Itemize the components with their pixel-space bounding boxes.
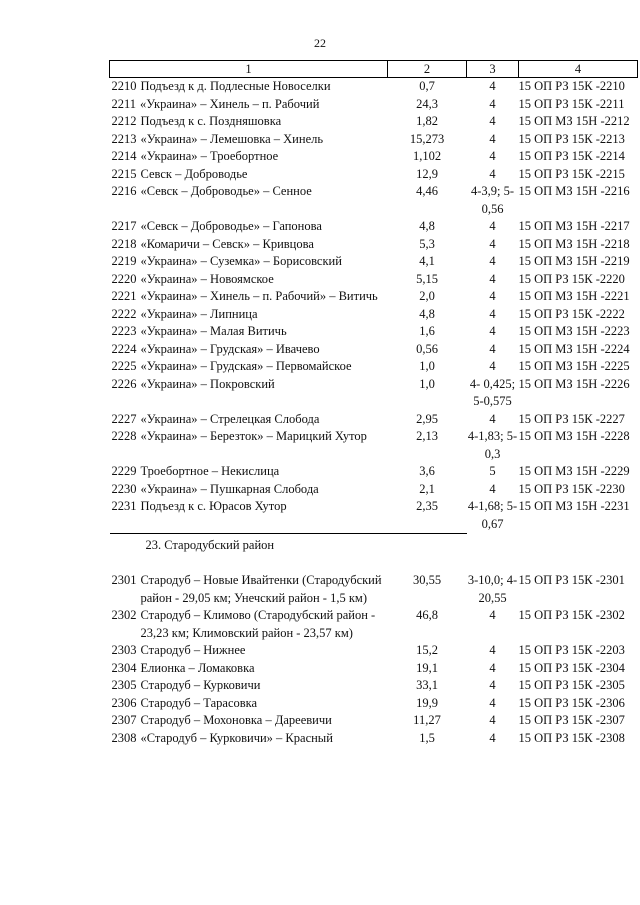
road-name: Севск – Доброводье	[140, 166, 248, 181]
road-name: «Украина» – Пушкарная Слобода	[140, 481, 319, 496]
road-name: Стародуб – Нижнее	[140, 643, 246, 657]
road-name: «Комаричи – Севск» – Кривцова	[140, 236, 314, 251]
road-code: 15 ОП РЗ 15К -2220	[518, 271, 625, 286]
column-header-2: 2	[388, 61, 467, 78]
table-row	[110, 572, 638, 607]
road-id: 2226	[111, 376, 137, 391]
road-id: 2215	[111, 166, 137, 181]
road-name: «Украина» – Покровский	[140, 376, 275, 391]
road-name: «Украина» – Новоямское	[140, 271, 274, 286]
road-name: «Севск – Доброводье» – Гапонова	[140, 219, 322, 233]
road-cell	[110, 218, 388, 236]
table-row	[110, 428, 638, 463]
road-cell	[110, 341, 388, 359]
table-row	[110, 341, 638, 359]
road-category: 4	[489, 254, 496, 268]
road-category: 4	[489, 96, 496, 111]
road-code: 15 ОП РЗ 15К -2215	[518, 166, 625, 181]
road-category: 4	[489, 166, 496, 181]
road-category: 4	[489, 730, 496, 745]
road-code: 15 ОП МЗ 15Н -2224	[518, 341, 630, 356]
road-length: 0,7	[419, 79, 435, 93]
road-category: 4	[489, 306, 496, 321]
road-cell	[110, 323, 388, 341]
road-name: «Украина» – Малая Витичь	[140, 324, 287, 338]
road-id: 2214	[111, 149, 137, 163]
road-code: 15 ОП РЗ 15К -2306	[518, 695, 625, 710]
table-row	[110, 113, 638, 131]
table-row	[110, 498, 638, 533]
road-category: 4	[489, 359, 496, 373]
column-header-3: 3	[467, 61, 519, 78]
table-row	[110, 358, 638, 376]
road-length: 4,1	[419, 254, 435, 268]
road-category: 4-3,9; 5-0,56	[470, 184, 515, 216]
road-id: 2302	[111, 608, 137, 622]
road-code: 15 ОП МЗ 15Н -2226	[518, 376, 630, 391]
road-name: «Украина» – Стрелецкая Слобода	[140, 411, 320, 426]
road-length: 19,9	[416, 695, 438, 710]
road-id: 2218	[111, 236, 137, 251]
road-length: 1,0	[419, 359, 435, 373]
road-code: 15 ОП РЗ 15К -2214	[518, 149, 625, 163]
road-length: 1,5	[419, 730, 435, 745]
road-code: 15 ОП РЗ 15К -2308	[518, 730, 625, 745]
road-cell	[110, 428, 388, 463]
table-row	[110, 253, 638, 271]
road-id: 2301	[111, 573, 137, 587]
section-spacer	[110, 554, 638, 572]
road-name: «Украина» – Хинель – п. Рабочий» – Витичь	[140, 289, 378, 303]
road-cell	[110, 253, 388, 271]
road-id: 2219	[111, 254, 137, 268]
road-id: 2229	[111, 464, 137, 478]
road-cell	[110, 695, 388, 713]
road-name: Подъезд к с. Поздняшовка	[140, 114, 282, 128]
road-cell	[110, 712, 388, 730]
road-name: «Украина» – Лемешовка – Хинель	[140, 131, 324, 146]
road-category: 4	[489, 660, 496, 675]
road-id: 2210	[111, 79, 137, 93]
road-id: 2228	[111, 429, 137, 443]
section-header-row	[110, 533, 638, 554]
road-category: 4	[489, 289, 496, 303]
road-name: «Украина» – Березток» – Марицкий Хутор	[140, 429, 367, 443]
road-length: 1,0	[419, 376, 435, 391]
road-cell	[110, 148, 388, 166]
road-name: «Стародуб – Курковичи» – Красный	[140, 730, 333, 745]
road-code: 15 ОП РЗ 15К -2203	[518, 643, 625, 657]
road-category: 4-1,83; 5-0,3	[467, 429, 518, 461]
road-id: 2213	[111, 131, 137, 146]
table-row	[110, 183, 638, 218]
section-title: 23. Стародубский район	[110, 533, 467, 554]
table-row	[110, 218, 638, 236]
table-body-group-22	[110, 78, 638, 534]
road-id: 2227	[111, 411, 137, 426]
road-name: Троебортное – Некислица	[140, 464, 280, 478]
road-id: 2304	[111, 660, 137, 675]
road-length: 15,273	[409, 131, 445, 146]
road-code: 15 ОП РЗ 15К -2302	[518, 608, 625, 622]
road-length: 3,6	[419, 464, 435, 478]
table-row	[110, 695, 638, 713]
table-header-row	[110, 61, 638, 78]
road-length: 2,1	[419, 481, 435, 496]
road-category: 4-1,68; 5-0,67	[467, 499, 518, 531]
road-cell	[110, 78, 388, 96]
road-category: 4	[489, 324, 496, 338]
road-length: 1,6	[419, 324, 435, 338]
road-code: 15 ОП МЗ 15Н -2229	[518, 464, 630, 478]
road-category: 4	[489, 271, 496, 286]
road-cell	[110, 677, 388, 695]
road-name: Стародуб – Мохоновка – Дареевичи	[140, 713, 332, 727]
road-length: 2,95	[416, 411, 438, 426]
road-id: 2225	[111, 359, 137, 373]
road-length: 2,13	[416, 429, 438, 443]
table-row	[110, 376, 638, 411]
road-code: 15 ОП РЗ 15К -2305	[518, 678, 625, 692]
road-length: 1,82	[416, 114, 438, 128]
road-length: 12,9	[416, 166, 438, 181]
road-code: 15 ОП РЗ 15К -2230	[518, 481, 625, 496]
road-code: 15 ОП МЗ 15Н -2223	[518, 324, 630, 338]
road-category: 4	[489, 481, 496, 496]
table-row	[110, 131, 638, 149]
road-id: 2308	[111, 730, 137, 745]
road-length: 24,3	[416, 96, 438, 111]
road-cell	[110, 730, 388, 748]
table-row	[110, 660, 638, 678]
road-cell	[110, 236, 388, 254]
road-name: Елионка – Ломаковка	[140, 660, 255, 675]
road-cell	[110, 306, 388, 324]
road-name: Подъезд к д. Подлесные Новоселки	[140, 79, 331, 93]
road-length: 0,56	[416, 341, 438, 356]
road-id: 2306	[111, 695, 137, 710]
road-name: Стародуб – Климово (Стародубский район - 23,23 км; Климовский район - 23,57 км)	[140, 608, 376, 640]
table-row	[110, 288, 638, 306]
road-code: 15 ОП РЗ 15К -2304	[518, 660, 625, 675]
table-row	[110, 236, 638, 254]
road-id: 2222	[111, 306, 137, 321]
road-code: 15 ОП РЗ 15К -2210	[518, 79, 625, 93]
road-length: 4,8	[419, 219, 435, 233]
table-row	[110, 96, 638, 114]
column-header-1: 1	[110, 61, 388, 78]
road-cell	[110, 411, 388, 429]
road-name: «Севск – Доброводье» – Сенное	[140, 184, 312, 198]
road-length: 19,1	[416, 660, 438, 675]
table-body-group-23	[110, 572, 638, 747]
roads-table	[109, 60, 638, 747]
road-length: 1,102	[412, 149, 442, 163]
road-category: 3-10,0; 4-20,55	[467, 573, 518, 605]
road-id: 2217	[111, 219, 137, 233]
table-row	[110, 271, 638, 289]
road-name: «Украина» – Троебортное	[140, 149, 279, 163]
road-cell	[110, 166, 388, 184]
table-row	[110, 481, 638, 499]
road-category: 4- 0,425; 5-0,575	[469, 376, 516, 408]
table-row	[110, 677, 638, 695]
table-row	[110, 730, 638, 748]
road-name: «Украина» – Грудская» – Первомайское	[140, 359, 352, 373]
road-id: 2221	[111, 289, 137, 303]
road-cell	[110, 271, 388, 289]
column-header-4: 4	[519, 61, 638, 78]
road-category: 4	[489, 219, 496, 233]
road-category: 4	[489, 131, 496, 146]
table-row	[110, 463, 638, 481]
road-code: 15 ОП МЗ 15Н -2212	[518, 114, 630, 128]
road-cell	[110, 642, 388, 660]
road-length: 5,15	[416, 271, 438, 286]
table-row	[110, 78, 638, 96]
road-id: 2305	[111, 678, 137, 692]
road-category: 4	[489, 149, 496, 163]
road-name: Стародуб – Тарасовка	[140, 695, 258, 710]
road-cell	[110, 113, 388, 131]
table-row	[110, 411, 638, 429]
road-cell	[110, 498, 388, 533]
road-code: 15 ОП МЗ 15Н -2228	[518, 429, 630, 443]
road-name: Стародуб – Курковичи	[140, 678, 261, 692]
road-category: 4	[489, 114, 496, 128]
road-code: 15 ОП РЗ 15К -2222	[518, 306, 625, 321]
road-code: 15 ОП РЗ 15К -2227	[518, 411, 625, 426]
table-row	[110, 323, 638, 341]
road-length: 11,27	[413, 713, 441, 727]
road-cell	[110, 463, 388, 481]
road-cell	[110, 131, 388, 149]
road-code: 15 ОП РЗ 15К -2213	[518, 131, 625, 146]
road-cell	[110, 183, 388, 218]
road-length: 30,55	[412, 573, 442, 587]
road-length: 2,35	[416, 499, 438, 513]
road-category: 4	[489, 608, 496, 622]
road-cell	[110, 96, 388, 114]
road-cell	[110, 358, 388, 376]
road-length: 46,8	[416, 608, 438, 622]
road-id: 2216	[111, 184, 137, 198]
road-category: 4	[489, 643, 496, 657]
road-length: 4,46	[416, 184, 438, 198]
road-id: 2220	[111, 271, 137, 286]
road-name: Подъезд к с. Юрасов Хутор	[140, 499, 287, 513]
table-row	[110, 712, 638, 730]
road-category: 4	[489, 411, 496, 426]
table-row	[110, 148, 638, 166]
road-length: 2,0	[419, 289, 435, 303]
road-cell	[110, 572, 388, 607]
road-category: 5	[489, 464, 496, 478]
road-code: 15 ОП МЗ 15Н -2216	[518, 184, 630, 198]
table-row	[110, 607, 638, 642]
road-name: «Украина» – Грудская» – Ивачево	[140, 341, 320, 356]
road-category: 4	[489, 236, 496, 251]
road-id: 2212	[111, 114, 137, 128]
road-code: 15 ОП РЗ 15К -2307	[518, 713, 625, 727]
road-cell	[110, 481, 388, 499]
road-length: 33,1	[416, 678, 438, 692]
road-code: 15 ОП МЗ 15Н -2231	[518, 499, 630, 513]
road-category: 4	[489, 713, 496, 727]
road-length: 15,2	[416, 643, 438, 657]
road-code: 15 ОП МЗ 15Н -2218	[518, 236, 630, 251]
road-id: 2223	[111, 324, 137, 338]
road-name: «Украина» – Липница	[140, 306, 258, 321]
road-cell	[110, 660, 388, 678]
table-row	[110, 642, 638, 660]
road-name: Стародуб – Новые Ивайтенки (Стародубский район - 29,05 км; Унечский район - 1,5 км)	[140, 573, 382, 605]
road-id: 2230	[111, 481, 137, 496]
road-length: 4,8	[419, 306, 435, 321]
road-code: 15 ОП МЗ 15Н -2225	[518, 359, 630, 373]
road-category: 4	[489, 678, 496, 692]
table-row	[110, 306, 638, 324]
road-code: 15 ОП РЗ 15К -2301	[518, 573, 625, 587]
road-category: 4	[489, 695, 496, 710]
road-cell	[110, 288, 388, 306]
road-category: 4	[489, 79, 496, 93]
road-name: «Украина» – Суземка» – Борисовский	[140, 254, 342, 268]
road-category: 4	[489, 341, 496, 356]
road-code: 15 ОП МЗ 15Н -2219	[518, 254, 630, 268]
road-length: 5,3	[419, 236, 435, 251]
road-id: 2307	[111, 713, 137, 727]
road-code: 15 ОП МЗ 15Н -2221	[518, 289, 630, 303]
road-code: 15 ОП РЗ 15К -2211	[518, 96, 625, 111]
road-id: 2211	[111, 96, 137, 111]
road-name: «Украина» – Хинель – п. Рабочий	[140, 96, 320, 111]
road-code: 15 ОП МЗ 15Н -2217	[518, 219, 630, 233]
road-id: 2303	[111, 643, 137, 657]
road-cell	[110, 376, 388, 411]
section-header-group	[110, 533, 638, 572]
road-id: 2224	[111, 341, 137, 356]
road-cell	[110, 607, 388, 642]
table-row	[110, 166, 638, 184]
road-id: 2231	[111, 499, 137, 513]
page-number: 22	[314, 36, 326, 50]
